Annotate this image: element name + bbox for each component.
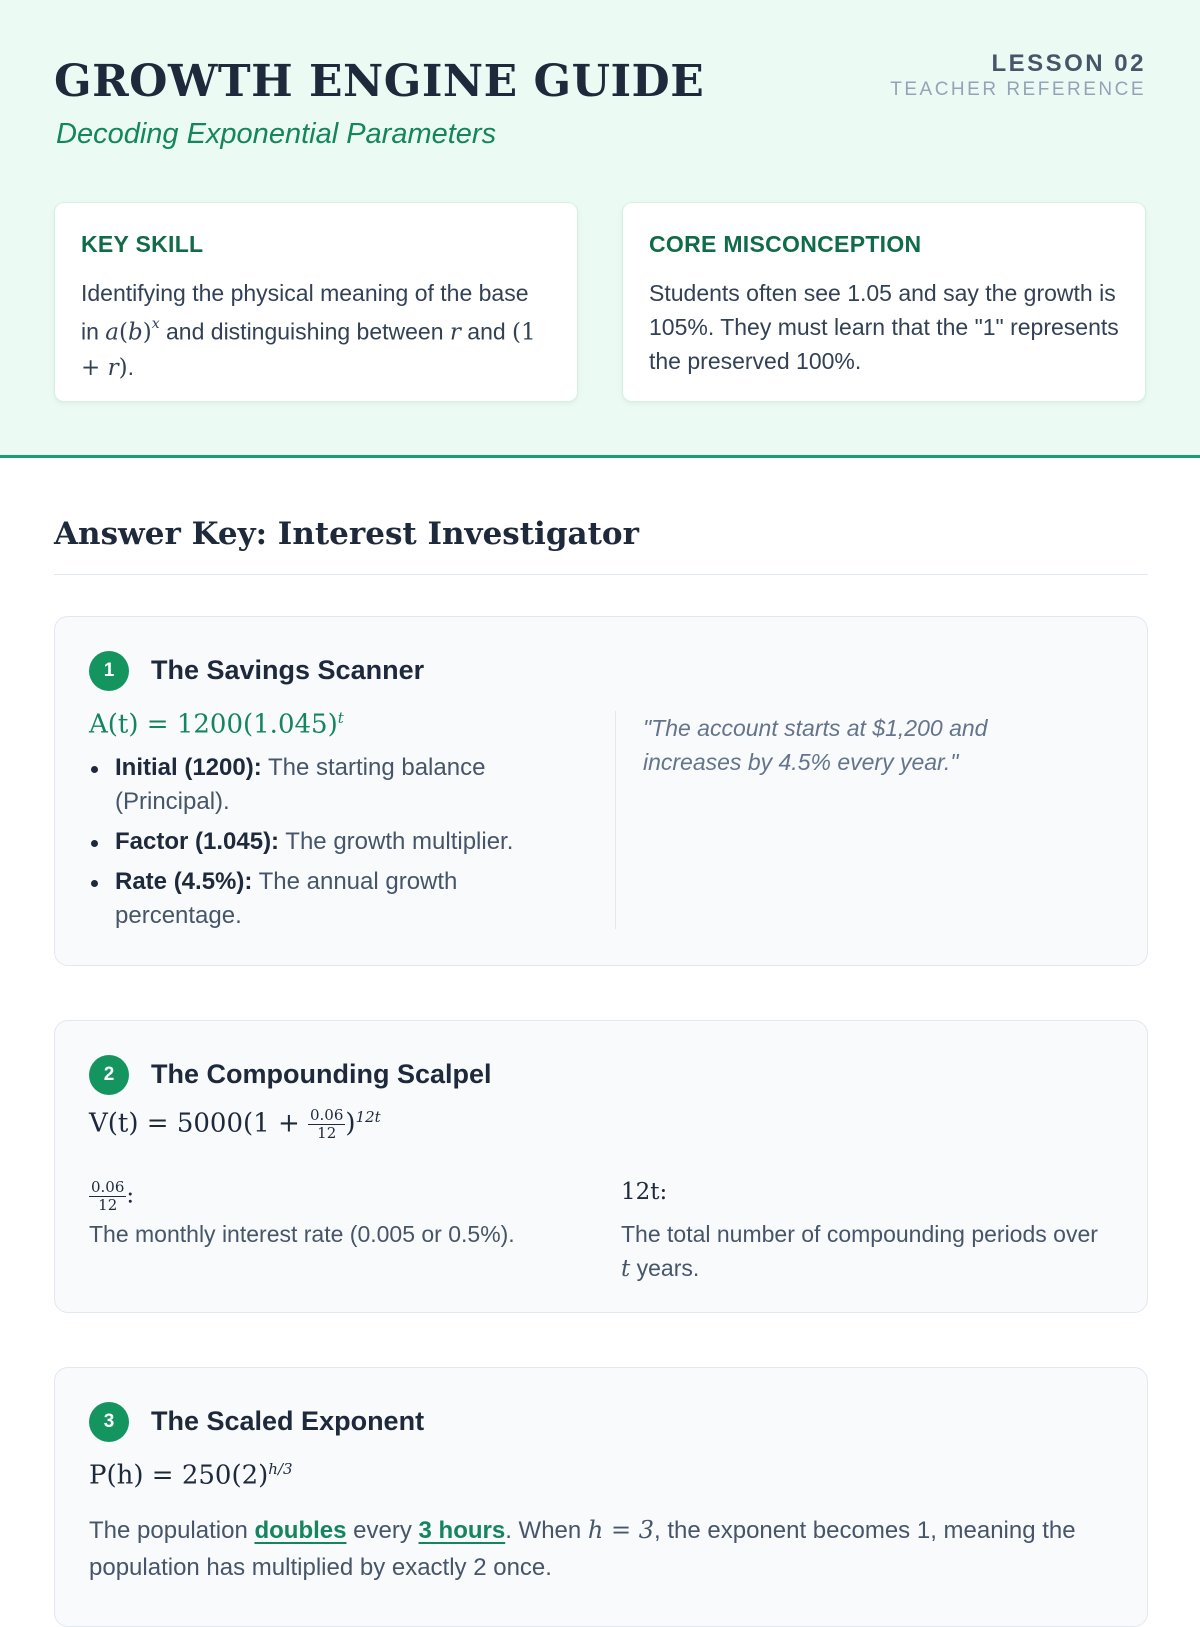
parameter-column-rate: [89, 1179, 569, 1251]
problem-formula: $A(t) = 1200(1.045)^t$: [89, 709, 344, 740]
hero-header: [0, 0, 1200, 458]
problem-title: The Savings Scanner: [151, 655, 425, 685]
interpretation-quote: "The account starts at $1,200 and increases by 4.5% every year.": [643, 715, 988, 775]
problem-title: The Compounding Scalpel: [151, 1059, 492, 1089]
misconception-label: CORE MISCONCEPTION: [649, 231, 922, 257]
list-item: Initial (1200): The starting balance (Principal).: [115, 751, 575, 819]
key-skill-card: [54, 202, 578, 402]
highlight-3-hours: 3 hours: [418, 1517, 506, 1544]
section-divider: [54, 574, 1148, 575]
problem-card-2: [54, 1020, 1148, 1313]
parameter-term: 12t:: [621, 1179, 668, 1205]
page-title: GROWTH ENGINE GUIDE: [54, 56, 705, 107]
explanation-paragraph: The population doubles every 3 hours. When h = 3, the exponent becomes 1, meaning the population has multiplied by exactly 2 once.: [89, 1516, 1076, 1581]
parameter-list: [115, 751, 575, 939]
lesson-tag: [890, 50, 1146, 101]
problem-formula: V(t) = 5000(1 + $\frac{0.06}{12}$ )$^{12t}$: [89, 1106, 381, 1142]
problem-formula: $P(h) = 250(2)^{h/3}$: [89, 1460, 293, 1491]
misconception-text: Students often see 1.05 and say the growth is 105%. They must learn that the "1" represents the preserved 100%.: [649, 280, 1119, 374]
lesson-number: LESSON 02: [991, 50, 1146, 77]
problem-title: The Scaled Exponent: [151, 1406, 425, 1436]
problem-card-1: [54, 616, 1148, 966]
parameter-description: The monthly interest rate (0.005 or 0.5%).: [89, 1221, 515, 1247]
key-skill-text: Identifying the physical meaning of the base in $a(b)^x$ and distinguishing between r and (1 + r).: [81, 280, 536, 381]
misconception-card: [622, 202, 1146, 402]
problem-number-badge: 3: [89, 1402, 129, 1442]
key-skill-label: KEY SKILL: [81, 231, 204, 257]
page-subtitle: Decoding Exponential Parameters: [56, 118, 497, 150]
parameter-term: $\frac{0.06}{12}$ :: [91, 1178, 135, 1214]
problem-number-badge: 1: [89, 651, 129, 691]
highlight-doubles: doubles: [254, 1517, 347, 1544]
problem-number-badge: 2: [89, 1055, 129, 1095]
lesson-reference: TEACHER REFERENCE: [890, 79, 1146, 100]
list-item: Factor (1.045): The growth multiplier.: [115, 825, 575, 859]
problem-card-3: [54, 1367, 1148, 1627]
answer-key-title: Answer Key: Interest Investigator: [54, 516, 639, 552]
column-divider: [615, 711, 616, 929]
parameter-description: The total number of compounding periods over t years.: [621, 1221, 1098, 1282]
parameter-column-periods: [621, 1179, 1101, 1286]
list-item: Rate (4.5%): The annual growth percentage.: [115, 865, 575, 933]
